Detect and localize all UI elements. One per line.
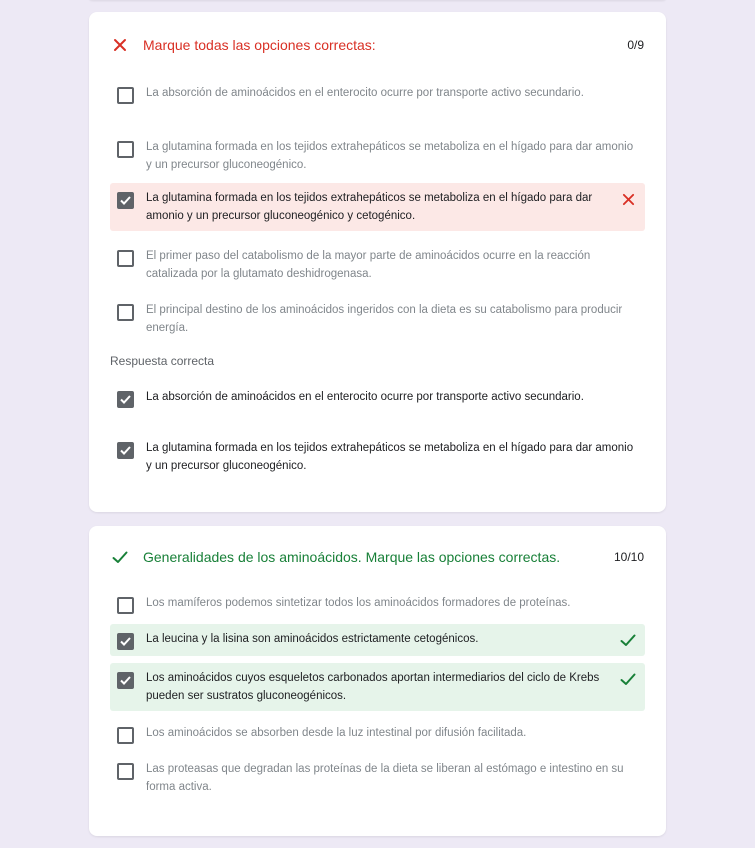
option-text: Los aminoácidos se absorben desde la luz intestinal por difusión facilitada. [146,727,527,739]
checkbox-icon[interactable] [117,597,134,614]
checkbox-icon[interactable] [117,192,134,209]
check-icon [111,548,129,566]
checkbox-icon [117,391,134,408]
question-card-2 [89,526,666,836]
check-icon [619,631,637,649]
check-icon [619,670,637,688]
correct-answer-item [110,382,645,414]
question-card-1 [89,12,666,512]
answer-option[interactable] [110,78,645,110]
option-text: Las proteasas que degradan las proteínas de la dieta se liberan al estómago e intestino en su forma activa. [146,763,624,793]
checkbox-icon[interactable] [117,304,134,321]
checkbox-icon [117,442,134,459]
answer-option[interactable] [110,754,645,802]
option-text: La glutamina formada en los tejidos extrahepáticos se metaboliza en el hígado para dar amonio y un precursor gluconeogénico y cetogénico. [146,192,593,222]
answer-option-selected-incorrect[interactable] [110,183,645,231]
option-text: El primer paso del catabolismo de la mayor parte de aminoácidos ocurre en la reacción catalizada por la glutamato deshidrogenasa. [146,250,591,280]
checkbox-icon[interactable] [117,250,134,267]
answer-option-selected-correct[interactable] [110,663,645,711]
checkbox-icon[interactable] [117,672,134,689]
question-score: 10/10 [613,550,644,564]
checkbox-icon[interactable] [117,727,134,744]
option-text: Los aminoácidos cuyos esqueletos carbonados aportan intermediarios del ciclo de Krebs pueden ser sustratos gluconeogénicos. [146,672,600,702]
checkbox-icon[interactable] [117,633,134,650]
option-text: El principal destino de los aminoácidos ingeridos con la dieta es su catabolismo para producir energía. [146,304,623,334]
close-icon [111,36,129,54]
answer-option[interactable] [110,132,645,180]
checkbox-icon[interactable] [117,141,134,158]
answer-option[interactable] [110,295,645,343]
option-text: La absorción de aminoácidos en el enterocito ocurre por transporte activo secundario. [146,87,584,99]
close-icon [619,190,637,208]
checkbox-icon[interactable] [117,763,134,780]
answer-option-selected-correct[interactable] [110,624,645,656]
option-text: La glutamina formada en los tejidos extrahepáticos se metaboliza en el hígado para dar amonio y un precursor gluconeogénico. [146,141,634,171]
answer-option[interactable] [110,588,645,620]
option-text: La glutamina formada en los tejidos extrahepáticos se metaboliza en el hígado para dar amonio y un precursor gluconeogénico. [146,442,634,472]
answer-option[interactable] [110,718,645,750]
question-header [111,548,644,566]
question-header [111,36,644,54]
answer-option[interactable] [110,241,645,289]
correct-answer-label: Respuesta correcta [110,354,215,368]
question-title: Generalidades de los aminoácidos. Marque las opciones correctas. [143,549,561,565]
checkbox-icon[interactable] [117,87,134,104]
question-title: Marque todas las opciones correctas: [143,37,376,53]
option-text: Los mamíferos podemos sintetizar todos los aminoácidos formadores de proteínas. [146,597,571,609]
option-text: La absorción de aminoácidos en el enterocito ocurre por transporte activo secundario. [146,391,584,403]
correct-answer-item [110,433,645,481]
question-score: 0/9 [627,38,644,52]
option-text: La leucina y la lisina son aminoácidos estrictamente cetogénicos. [146,633,479,645]
